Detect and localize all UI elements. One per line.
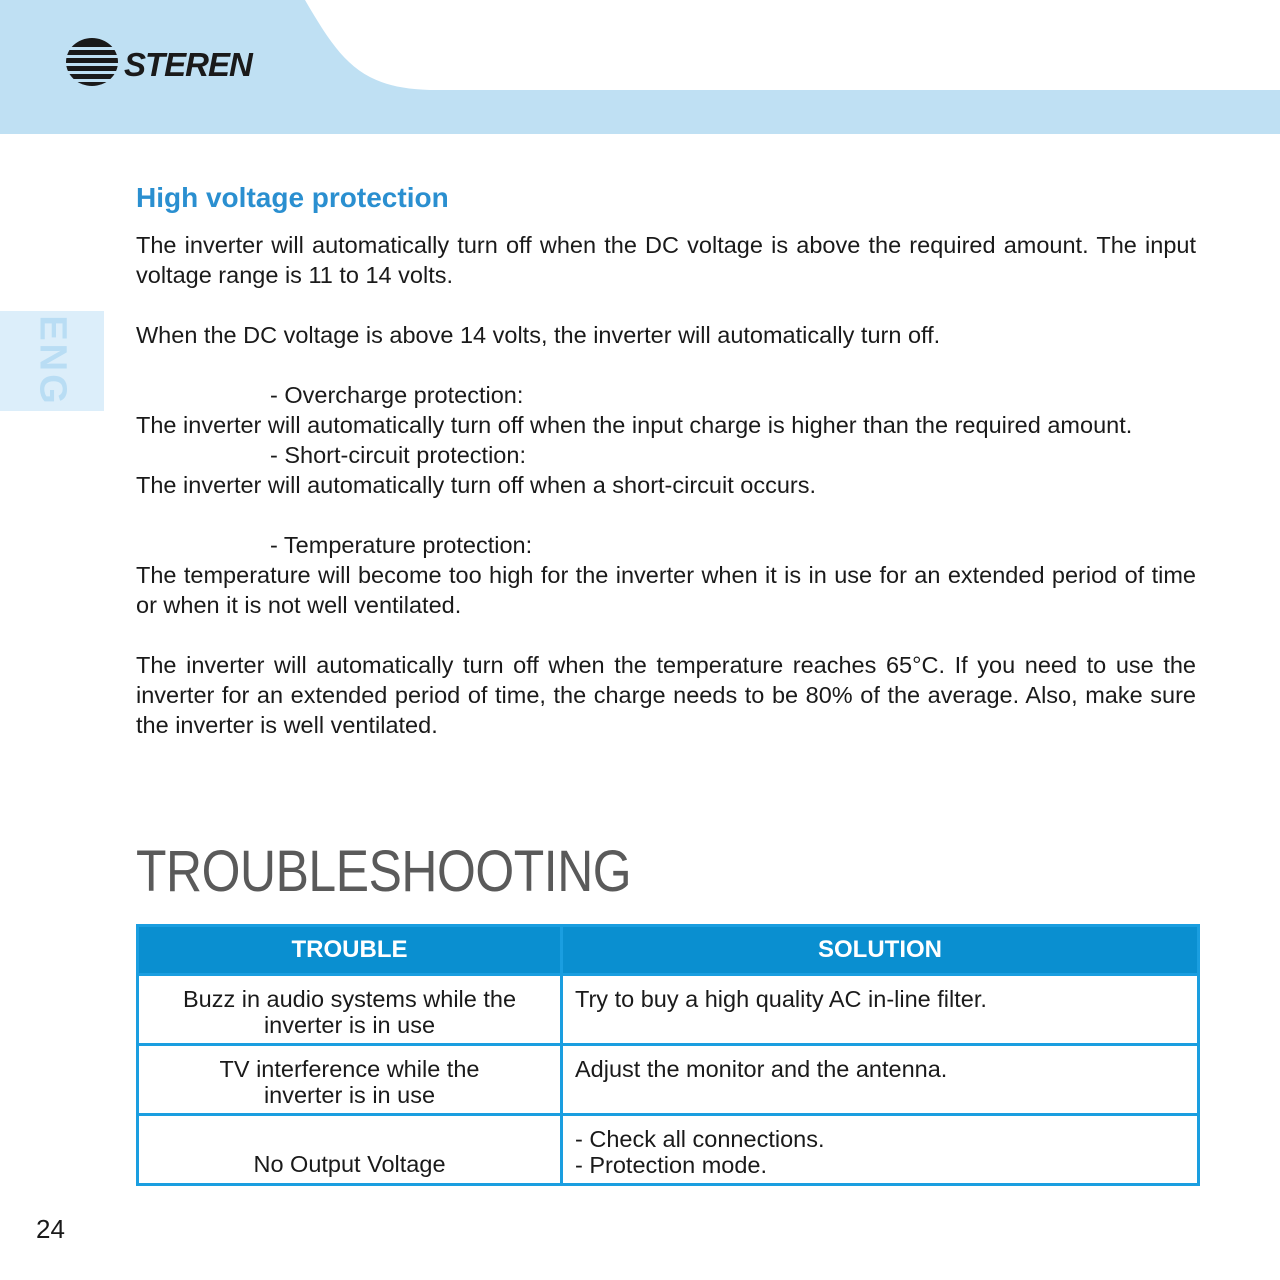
overcharge-text: The inverter will automatically turn off when the input charge is higher than the required amount.	[136, 412, 1133, 438]
table-row	[138, 1115, 1199, 1185]
trouble-column-header: TROUBLE	[138, 926, 562, 975]
steren-logo	[64, 34, 274, 92]
solution-cell	[562, 975, 1199, 1045]
solution-cell	[562, 1115, 1199, 1185]
temperature-text: The temperature will become too high for the inverter when it is in use for an extended period of time or when it is not well ventilated.	[136, 562, 1196, 618]
temperature-heading: - Temperature protection:	[270, 532, 533, 558]
solution-cell	[562, 1045, 1199, 1115]
trouble-cell	[138, 975, 562, 1045]
language-tab	[0, 311, 104, 411]
solution-line: Adjust the monitor and the antenna.	[575, 1056, 948, 1082]
short-circuit-heading: - Short-circuit protection:	[270, 442, 526, 468]
table-row	[138, 1045, 1199, 1115]
troubleshooting-table	[136, 924, 1200, 1186]
trouble-line: inverter is in use	[263, 1012, 436, 1038]
short-circuit-text: The inverter will automatically turn off when a short-circuit occurs.	[136, 472, 817, 498]
troubleshooting-title: TROUBLESHOOTING	[136, 839, 632, 904]
solution-line: - Protection mode.	[575, 1152, 768, 1178]
intro-paragraph: The inverter will automatically turn off when the DC voltage is above the required amount. The input voltage range is 11 to 14 volts.	[136, 232, 1196, 288]
temperature-note-paragraph: The inverter will automatically turn off when the temperature reaches 65°C. If you need to use the inverter for an extended period of time, the charge needs to be 80% of the average. Also, make sure the inverter is well ventilated.	[136, 652, 1196, 738]
solution-column-header: SOLUTION	[562, 926, 1199, 975]
trouble-line: inverter is in use	[263, 1082, 436, 1108]
trouble-line: TV interference while the	[219, 1056, 480, 1082]
page-number: 24	[36, 1214, 65, 1244]
brand-name: STEREN	[124, 46, 252, 83]
trouble-cell	[138, 1045, 562, 1115]
trouble-line: No Output Voltage	[253, 1151, 446, 1177]
steren-logo-icon	[64, 38, 122, 86]
section-title: High voltage protection	[136, 182, 449, 213]
overcharge-heading: - Overcharge protection:	[270, 382, 524, 408]
protection-section	[136, 178, 1196, 740]
solution-line: Try to buy a high quality AC in-line filter.	[575, 986, 987, 1012]
table-row	[138, 975, 1199, 1045]
trouble-line: Buzz in audio systems while the	[182, 986, 517, 1012]
language-label: ENG	[31, 315, 74, 407]
dc-note-paragraph: When the DC voltage is above 14 volts, the inverter will automatically turn off.	[136, 322, 941, 348]
trouble-cell	[138, 1115, 562, 1185]
solution-line: - Check all connections.	[575, 1126, 825, 1152]
table-header-row	[138, 926, 1199, 975]
